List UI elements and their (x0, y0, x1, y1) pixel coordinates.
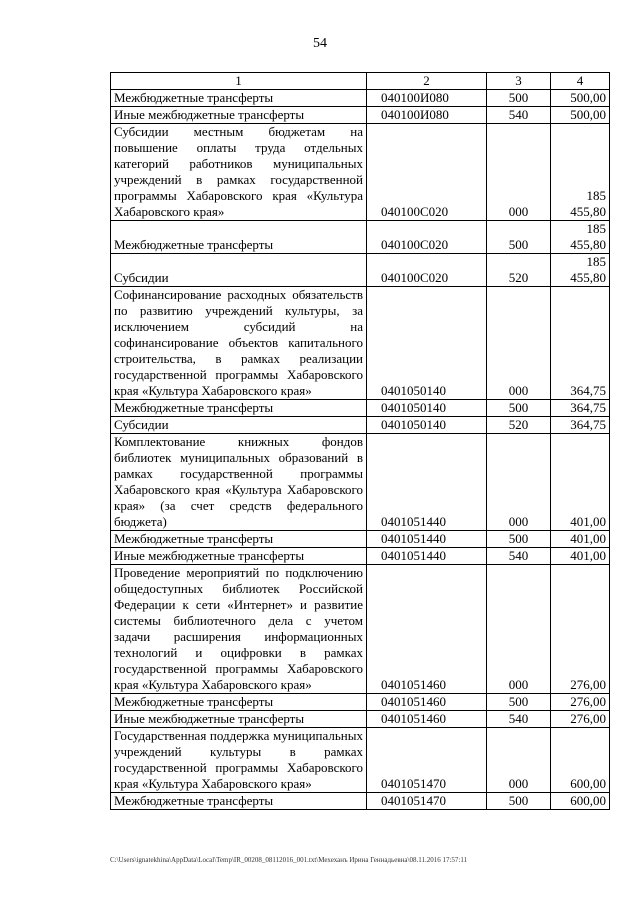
table-row (111, 694, 610, 711)
table-header-row (111, 73, 610, 90)
row-amount-cell: 401,00 (551, 548, 610, 565)
row-type-cell: 000 (487, 728, 551, 793)
row-amount-cell: 401,00 (551, 531, 610, 548)
budget-table-body (111, 73, 610, 810)
row-name-cell: Иные межбюджетные трансферты (111, 107, 367, 124)
table-row (111, 565, 610, 694)
table-row (111, 531, 610, 548)
table-row (111, 417, 610, 434)
footer-file-path: C:\Users\ignatekhina\AppData\Local\Temp\IR_00208_08112016_001.txt\Мехеханъ Ирина Геннадьевна\08.11.2016 17:57:11 (110, 856, 468, 864)
row-amount-cell: 364,75 (551, 400, 610, 417)
row-amount-cell: 276,00 (551, 711, 610, 728)
row-code-cell: 0401050140 (367, 400, 487, 417)
table-row (111, 434, 610, 531)
table-row (111, 254, 610, 287)
budget-table (110, 72, 610, 810)
row-name-cell: Иные межбюджетные трансферты (111, 711, 367, 728)
row-name-cell: Межбюджетные трансферты (111, 90, 367, 107)
row-code-cell: 0401051440 (367, 548, 487, 565)
row-amount-cell: 600,00 (551, 793, 610, 810)
table-row (111, 287, 610, 400)
row-name-cell: Межбюджетные трансферты (111, 221, 367, 254)
row-code-cell: 040100С020 (367, 124, 487, 221)
table-row (111, 548, 610, 565)
row-type-cell: 500 (487, 694, 551, 711)
row-code-cell: 0401051440 (367, 434, 487, 531)
row-name-cell: Межбюджетные трансферты (111, 694, 367, 711)
table-row (111, 107, 610, 124)
row-type-cell: 500 (487, 531, 551, 548)
row-code-cell: 0401051470 (367, 728, 487, 793)
row-code-cell: 0401051440 (367, 531, 487, 548)
row-code-cell: 040100И080 (367, 90, 487, 107)
row-code-cell: 0401051470 (367, 793, 487, 810)
row-type-cell: 000 (487, 124, 551, 221)
row-name-cell: Субсидии (111, 417, 367, 434)
row-code-cell: 0401051460 (367, 694, 487, 711)
row-type-cell: 540 (487, 548, 551, 565)
row-type-cell: 540 (487, 107, 551, 124)
row-name-cell: Проведение мероприятий по подключению общедоступных библиотек Российской Федерации к сети «Интернет» и развитие системы библиотечного дела с учетом задачи расширения информационных технологий и оцифровки в рамках государственной программы Хабаровского края «Культура Хабаровского края» (111, 565, 367, 694)
row-code-cell: 040100С020 (367, 221, 487, 254)
row-name-cell: Субсидии (111, 254, 367, 287)
row-type-cell: 000 (487, 434, 551, 531)
row-amount-cell: 185 455,80 (551, 254, 610, 287)
header-cell-amount: 4 (551, 73, 610, 90)
table-row (111, 124, 610, 221)
row-name-cell: Межбюджетные трансферты (111, 793, 367, 810)
row-code-cell: 0401051460 (367, 565, 487, 694)
row-amount-cell: 276,00 (551, 694, 610, 711)
row-type-cell: 500 (487, 90, 551, 107)
row-name-cell: Субсидии местным бюджетам на повышение оплаты труда отдельных категорий работников муниципальных учреждений в рамках государственной программы Хабаровского края «Культура Хабаровского края» (111, 124, 367, 221)
row-code-cell: 0401051460 (367, 711, 487, 728)
row-amount-cell: 364,75 (551, 287, 610, 400)
row-amount-cell: 276,00 (551, 565, 610, 694)
row-type-cell: 500 (487, 221, 551, 254)
row-type-cell: 500 (487, 793, 551, 810)
row-amount-cell: 364,75 (551, 417, 610, 434)
row-name-cell: Софинансирование расходных обязательств по развитию учреждений культуры, за исключением субсидий на софинансирование объектов капитального строительства, в рамках реализации государственной программы Хабаровского края «Культура Хабаровского края» (111, 287, 367, 400)
page-number: 54 (313, 36, 327, 51)
header-cell-type: 3 (487, 73, 551, 90)
row-name-cell: Межбюджетные трансферты (111, 531, 367, 548)
row-type-cell: 520 (487, 417, 551, 434)
row-code-cell: 040100И080 (367, 107, 487, 124)
table-row (111, 400, 610, 417)
table-row (111, 90, 610, 107)
row-code-cell: 0401050140 (367, 417, 487, 434)
row-type-cell: 000 (487, 287, 551, 400)
table-row (111, 711, 610, 728)
row-amount-cell: 401,00 (551, 434, 610, 531)
table-row (111, 728, 610, 793)
row-name-cell: Государственная поддержка муниципальных учреждений культуры в рамках государственной программы Хабаровского края «Культура Хабаровского края» (111, 728, 367, 793)
header-cell-code: 2 (367, 73, 487, 90)
row-type-cell: 540 (487, 711, 551, 728)
row-type-cell: 000 (487, 565, 551, 694)
row-name-cell: Иные межбюджетные трансферты (111, 548, 367, 565)
row-amount-cell: 185 455,80 (551, 221, 610, 254)
row-name-cell: Комплектование книжных фондов библиотек муниципальных образований в рамках государственной программы Хабаровского края «Культура Хабаровского края» (за счет средств федерального бюджета) (111, 434, 367, 531)
row-amount-cell: 600,00 (551, 728, 610, 793)
table-row (111, 793, 610, 810)
row-type-cell: 520 (487, 254, 551, 287)
row-code-cell: 0401050140 (367, 287, 487, 400)
row-amount-cell: 185 455,80 (551, 124, 610, 221)
row-amount-cell: 500,00 (551, 107, 610, 124)
row-code-cell: 040100С020 (367, 254, 487, 287)
row-type-cell: 500 (487, 400, 551, 417)
header-cell-name: 1 (111, 73, 367, 90)
row-name-cell: Межбюджетные трансферты (111, 400, 367, 417)
table-row (111, 221, 610, 254)
row-amount-cell: 500,00 (551, 90, 610, 107)
